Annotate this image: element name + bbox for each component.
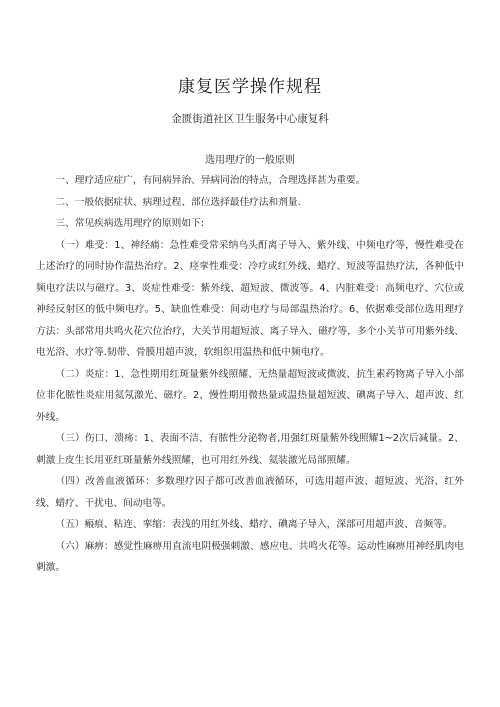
paragraph-item-2: 二、一般依据症状、病理过程、部位选择最佳疗法和剂量.: [55, 196, 301, 208]
paragraph-circulation: （四）改善血液循环：多数理疗因子都可改善血液循环，可选用超声波、超短波、光浴、红外线、蜡疗、干扰电、间动电等。: [36, 476, 464, 509]
paragraph-paralysis: （六）麻痹：感觉性麻痹用直流电阴极强刺激、感应电、共鸣火花等。运动性麻痹用神经肌肉电刺激。: [36, 540, 464, 573]
paragraph-pain: （一）难受：1、神经痛：急性难受常采纳乌头酊离子导入、紫外线、中频电疗等，慢性难受在上述治疗的同时协作温热治疗。2、痉挛性难受：冷疗或红外线、蜡疗、短波等温热疗法，各种低中频电疗法以与磁疗。3、炎症性难受：紫外线、超短波、微波等。4、内脏难受：高频电疗、穴位或神经反射区的低中频电疗。5、缺血性难受：间动电疗与局部温热治疗。6、依据难受部位选用理疗方法：头部常用共鸣火花穴位治疗，大关节用超短波、离子导入、磁疗等，多个小关节可用紫外线、电光浴、水疗等.韧带、骨膜用超声波，软组织用温热和低中频电疗。: [36, 239, 464, 358]
paragraph-scar-adhesion: （五）瘢痕、粘连、挛缩：表浅的用红外线、蜡疗、碘离子导入，深部可用超声波、音频等。: [55, 519, 453, 530]
paragraph-inflammation: （二）炎症：1、急性期用红斑量紫外线照耀、无热量超短波或微波、抗生素药物离子导入小部位非化脓性炎症用氦氖激光、磁疗。2、慢性期用微热量或温热量超短波、碘离子导入、超声波、红外线。: [36, 368, 464, 423]
department-name: 金匮街道社区卫生服务中心康复科: [171, 113, 329, 125]
paragraph-item-3: 三、常见疾病选用理疗的原则如下:: [55, 218, 204, 229]
paragraph-item-1: 一、理疗适应症广，有同病异治、异病同治的特点，合理选择甚为重要。: [55, 175, 366, 186]
paragraph-wound-ulcer: （三）伤口、溃疡：1、表面不洁、有脓性分泌物者,用强红斑量紫外线照耀1~2次后减量。2、刺激上皮生长用亚红斑量紫外线照耀，也可用红外线、氦装激光局部照耀。: [36, 433, 464, 466]
section-heading: 选用理疗的一般原则: [205, 155, 295, 166]
document-body: [36, 170, 464, 579]
document-title: 康复医学操作规程: [178, 77, 322, 97]
